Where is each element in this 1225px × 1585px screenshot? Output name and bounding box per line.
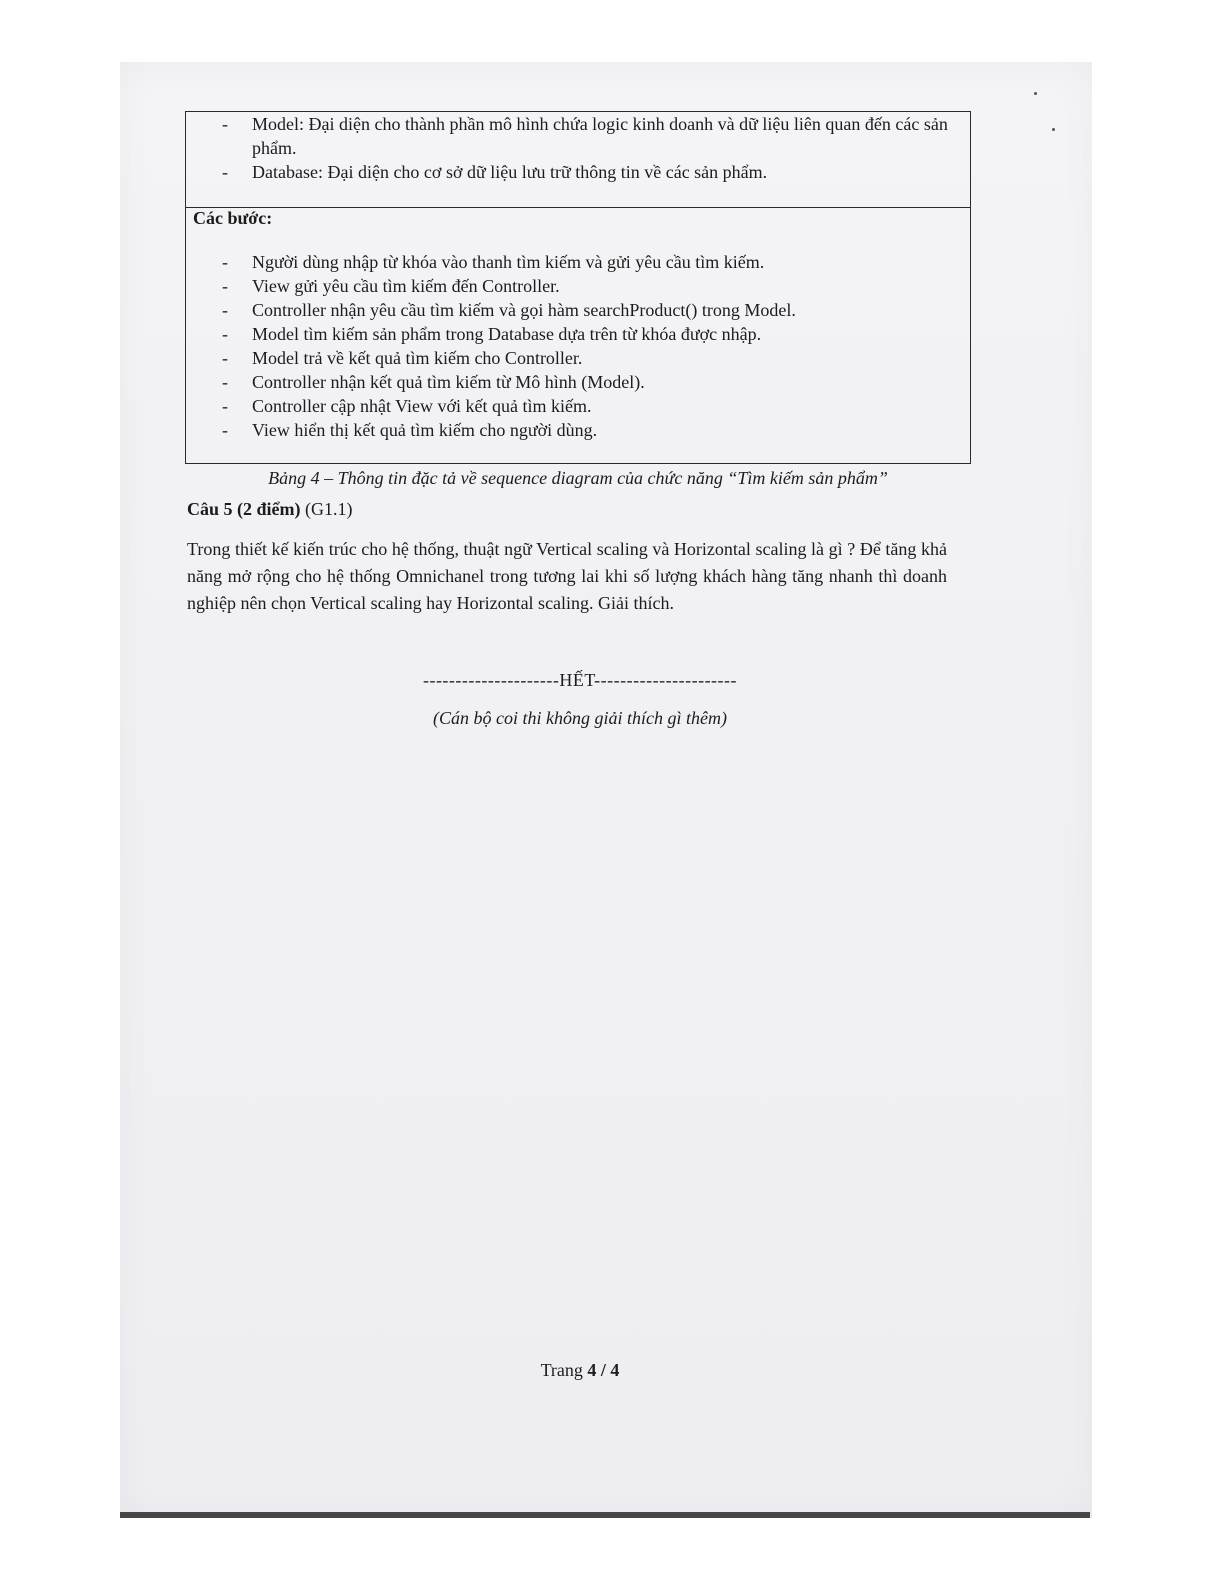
bullet-dash: -	[222, 162, 228, 182]
page-number	[480, 1358, 680, 1382]
bullet-dash: -	[222, 252, 228, 272]
bullet-dash: -	[222, 396, 228, 416]
step-text: View gửi yêu cầu tìm kiếm đến Controller.	[252, 276, 560, 296]
bullet-dash: -	[222, 372, 228, 392]
bullet-dash: -	[222, 348, 228, 368]
list-item	[222, 112, 962, 160]
page-prefix: Trang	[540, 1360, 588, 1380]
step-text: Người dùng nhập từ khóa vào thanh tìm kiếm và gửi yêu cầu tìm kiếm.	[252, 252, 765, 272]
bullet-dash: -	[222, 300, 228, 320]
question-body: Trong thiết kế kiến trúc cho hệ thống, thuật ngữ Vertical scaling và Horizontal scaling là gì ? Để tăng khả năng mở rộng cho hệ thống Omnichanel trong tương lai khi số lượng khách hàng tăng nhanh thì doanh nghiệp nên chọn Vertical scaling hay Horizontal scaling. Giải thích.	[187, 539, 947, 613]
step-text: Controller nhận yêu cầu tìm kiếm và gọi hàm searchProduct() trong Model.	[252, 300, 796, 320]
question-label: Câu 5 (2 điểm)	[187, 499, 301, 519]
list-item	[222, 274, 962, 298]
steps-list	[222, 250, 962, 442]
list-item	[222, 160, 962, 184]
question-objective: (G1.1)	[300, 499, 353, 519]
list-item	[222, 418, 962, 442]
step-text: Controller nhận kết quả tìm kiếm từ Mô hình (Model).	[252, 372, 645, 392]
component-list	[222, 112, 962, 184]
list-item	[222, 370, 962, 394]
end-marker: ---------------------HẾT----------------------	[422, 670, 738, 690]
end-note: (Cán bộ coi thi không giải thích gì thêm)	[433, 708, 727, 728]
step-text: Controller cập nhật View với kết quả tìm kiếm.	[252, 396, 592, 416]
bullet-dash: -	[222, 276, 228, 296]
list-item	[222, 394, 962, 418]
list-item	[222, 250, 962, 274]
steps-heading: Các bước:	[193, 208, 273, 228]
list-item	[222, 346, 962, 370]
table-row-divider	[185, 207, 971, 208]
step-text: View hiển thị kết quả tìm kiếm cho người dùng.	[252, 420, 598, 440]
step-text: Model tìm kiếm sản phẩm trong Database dựa trên từ khóa được nhập.	[252, 324, 762, 344]
question-title	[187, 497, 353, 521]
bullet-dash: -	[222, 114, 228, 134]
table-caption: Bảng 4 – Thông tin đặc tả về sequence diagram của chức năng “Tìm kiếm sản phẩm”	[268, 468, 888, 488]
list-item	[222, 322, 962, 346]
page-count: 4 / 4	[587, 1360, 620, 1380]
component-database: Database: Đại diện cho cơ sở dữ liệu lưu trữ thông tin về các sản phẩm.	[252, 162, 768, 182]
list-item	[222, 298, 962, 322]
bullet-dash: -	[222, 324, 228, 344]
bullet-dash: -	[222, 420, 228, 440]
step-text: Model trả về kết quả tìm kiếm cho Controller.	[252, 348, 583, 368]
component-model: Model: Đại diện cho thành phần mô hình chứa logic kinh doanh và dữ liệu liên quan đến các sản phẩm.	[252, 114, 948, 158]
